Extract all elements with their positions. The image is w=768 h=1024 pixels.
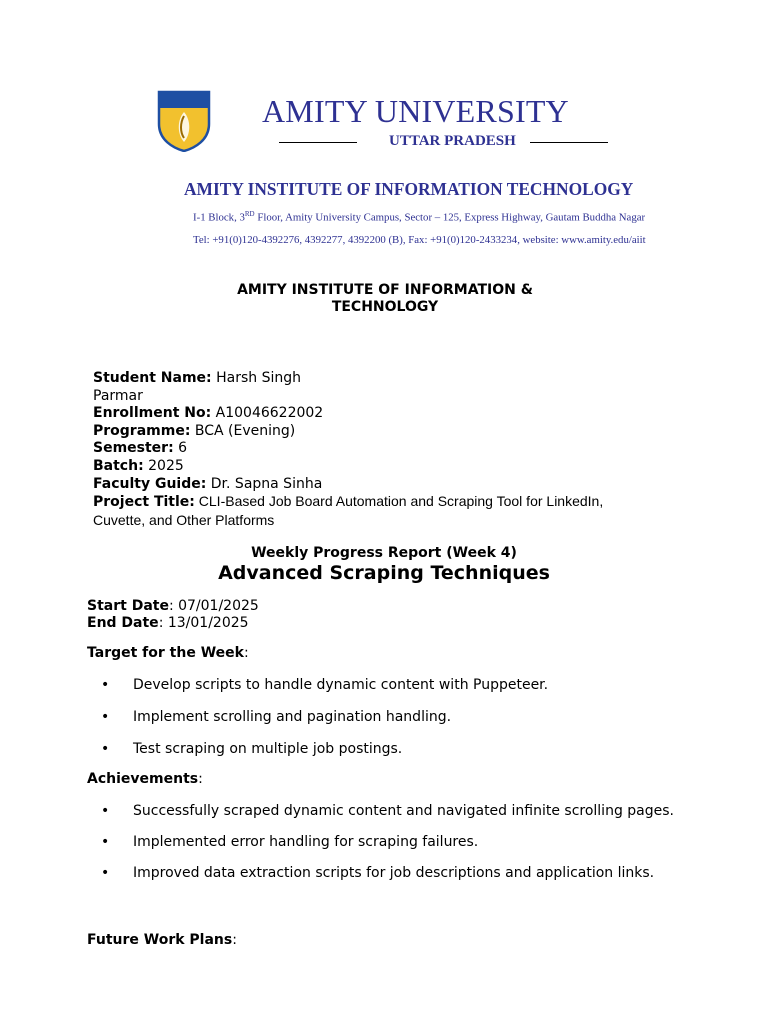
programme-row: Programme: BCA (Evening) xyxy=(93,422,296,439)
achievements-section-title: Achievements: xyxy=(87,771,203,787)
list-item: • Implemented error handling for scraping failures. xyxy=(101,834,479,850)
target-list xyxy=(87,677,687,758)
divider-left xyxy=(279,142,357,143)
document-heading: AMITY INSTITUTE OF INFORMATION & TECHNOLOGY xyxy=(237,282,533,315)
faculty-guide-row: Faculty Guide: Dr. Sapna Sinha xyxy=(93,475,323,492)
project-title-row: Project Title: CLI-Based Job Board Automation and Scraping Tool for LinkedIn, xyxy=(93,493,604,511)
end-date: End Date: 13/01/2025 xyxy=(87,615,249,631)
university-name: AMITY UNIVERSITY xyxy=(262,93,569,129)
institute-address: I-1 Block, 3RD Floor, Amity University Campus, Sector – 125, Express Highway, Gautam Buddha Nagar xyxy=(193,210,646,224)
report-label: Weekly Progress Report (Week 4) xyxy=(251,545,517,561)
achievements-list xyxy=(87,803,687,882)
list-item: • Test scraping on multiple job postings. xyxy=(101,741,403,757)
institute-contact: Tel: +91(0)120-4392276, 4392277, 4392200 (B), Fax: +91(0)120-2433234, website: www.amity.edu/aiit xyxy=(193,234,646,246)
list-item: • Improved data extraction scripts for job descriptions and application links. xyxy=(101,865,655,881)
target-section-title: Target for the Week: xyxy=(87,645,249,661)
university-state: UTTAR PRADESH xyxy=(389,133,516,149)
enrollment-row: Enrollment No: A10046622002 xyxy=(93,405,324,422)
amity-logo xyxy=(157,90,211,152)
divider-right xyxy=(530,142,608,143)
student-name-row: Student Name: Harsh Singh xyxy=(93,370,301,386)
report-topic: Advanced Scraping Techniques xyxy=(218,562,550,584)
report-dates xyxy=(87,598,259,632)
student-info xyxy=(93,370,693,529)
start-date: Start Date: 07/01/2025 xyxy=(87,598,259,614)
list-item: • Develop scripts to handle dynamic content with Puppeteer. xyxy=(101,677,549,693)
student-name-cont: Parmar xyxy=(93,387,143,404)
list-item: • Successfully scraped dynamic content and navigated infinite scrolling pages. xyxy=(101,803,674,819)
future-section-title: Future Work Plans: xyxy=(87,932,237,948)
project-title-cont: Cuvette, and Other Platforms xyxy=(93,511,275,528)
institute-name: AMITY INSTITUTE OF INFORMATION TECHNOLOGY xyxy=(184,179,634,199)
batch-row: Batch: 2025 xyxy=(93,457,184,474)
semester-row: Semester: 6 xyxy=(93,440,188,457)
list-item: • Implement scrolling and pagination handling. xyxy=(101,709,452,725)
